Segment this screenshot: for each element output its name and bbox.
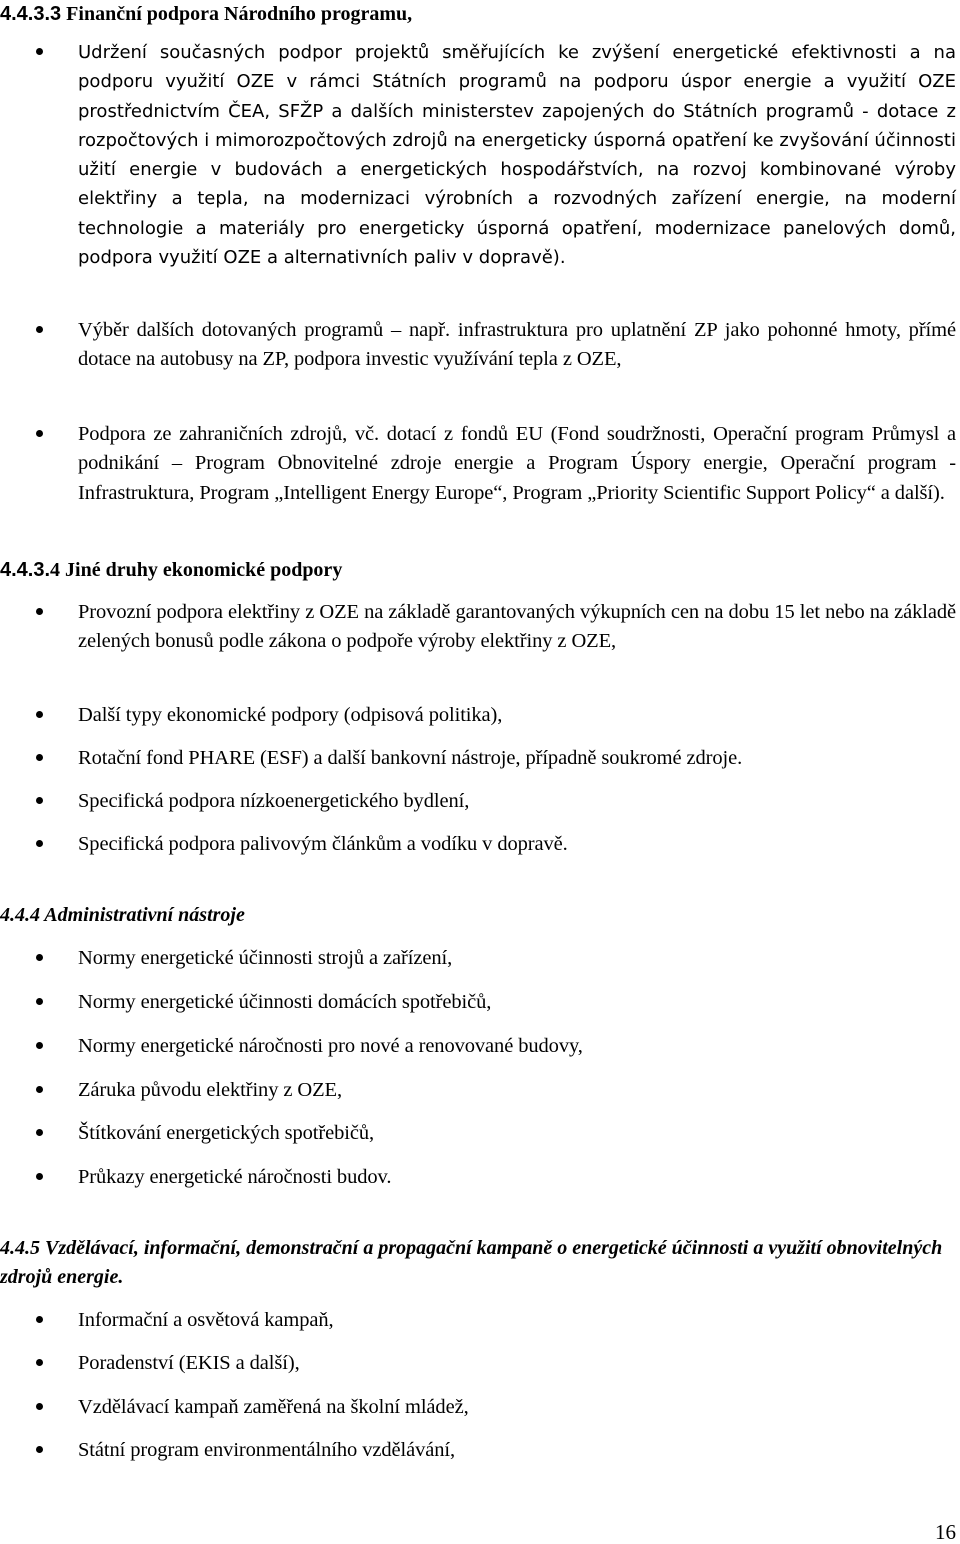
section-number: 4.4.3. <box>0 559 51 581</box>
section-number: 4.4.3.3 <box>0 3 62 25</box>
bullet-icon <box>36 430 43 437</box>
list-item <box>78 1393 956 1422</box>
list-item <box>78 1349 956 1378</box>
list-item <box>78 316 956 375</box>
list-item-text: Poradenství (EKIS a další), <box>78 1352 300 1374</box>
list-item-text: Provozní podpora elektřiny z OZE na základě garantovaných výkupních cen na dobu 15 let nebo na základě zelených bonusů podle zákona o podpoře výroby elektřiny z OZE, <box>78 601 956 653</box>
bullet-icon <box>36 1086 43 1093</box>
list-item-text: Udržení současných podpor projektů směřujících ke zvýšení energetické efektivnosti a na podporu využití OZE v rámci Státních programů na podporu úspor energie a využití OZE prostřednictvím ČEA, SFŽP a dalších ministerstev zapojených do Státních programů - dotace z rozpočtových i mimorozpočtových zdrojů na energeticky úsporná opatření ke zvyšování účinnosti užití energie v budovách a energetických hospodářstvích, na rozvoj kombinované výroby elektřiny a tepla, na modernizaci výrobních a rozvodných zařízení energie, na moderní technologie a materiály pro energeticky úsporná opatření, modernizace panelových domů, podpora využití OZE a alternativních paliv v dopravě). <box>78 42 956 269</box>
section-title: 5 Vzdělávací, informační, demonstrační a propagační kampaně o energetické účinnosti a využití obnovitelných zdrojů energie. <box>0 1237 943 1288</box>
list-item-text: Výběr dalších dotovaných programů – např. infrastruktura pro uplatnění ZP jako pohonné hmoty, přímé dotace na autobusy na ZP, podpora investic využívání tepla z OZE, <box>78 319 956 371</box>
section-heading-4-4-5 <box>0 1234 960 1292</box>
bullet-icon <box>36 608 43 615</box>
list-item <box>78 744 956 773</box>
list-item <box>78 598 956 657</box>
list-item-text: Záruka původu elektřiny z OZE, <box>78 1079 342 1101</box>
list-item <box>78 1306 956 1335</box>
page-number: 16 <box>935 1520 956 1544</box>
section-heading-4-4-3-3 <box>0 0 960 29</box>
list-item <box>78 701 956 730</box>
bullet-icon <box>36 954 43 961</box>
list-item <box>78 1436 956 1465</box>
section-number: 4.4. <box>0 1237 30 1259</box>
list-item <box>78 787 956 816</box>
section-title: 4 Jiné druhy ekonomické podpory <box>50 559 343 581</box>
bullet-icon <box>36 1446 43 1453</box>
bullet-icon <box>36 1316 43 1323</box>
bullet-icon <box>36 1042 43 1049</box>
list-item <box>78 944 956 973</box>
list-item-text: Rotační fond PHARE (ESF) a další bankovní nástroje, případně soukromé zdroje. <box>78 747 743 769</box>
list-item-text: Specifická podpora nízkoenergetického bydlení, <box>78 790 470 812</box>
list-item-text: Podpora ze zahraničních zdrojů, vč. dotací z fondů EU (Fond soudržnosti, Operační program Průmysl a podnikání – Program Obnovitelné zdroje energie a Program Úspory energie, Operační program - Infrastruktura, Program „Intelligent Energy Europe“, Program „Priority Scientific Support Policy“ a další). <box>78 423 956 504</box>
list-item-text: Státní program environmentálního vzdělávání, <box>78 1439 456 1461</box>
bullet-icon <box>36 326 43 333</box>
list-item-text: Normy energetické účinnosti domácích spotřebičů, <box>78 991 492 1013</box>
bullet-icon <box>36 797 43 804</box>
list-item <box>78 1032 956 1061</box>
list-item-text: Normy energetické účinnosti strojů a zařízení, <box>78 947 453 969</box>
list-item <box>78 1163 956 1192</box>
list-item <box>78 830 956 859</box>
section-heading-4-4-3-4 <box>0 556 960 585</box>
list-item-text: Průkazy energetické náročnosti budov. <box>78 1166 392 1188</box>
list-item <box>78 420 956 508</box>
list-item <box>78 988 956 1017</box>
bullet-icon <box>36 1173 43 1180</box>
bullet-icon <box>36 711 43 718</box>
list-item-text: Další typy ekonomické podpory (odpisová politika), <box>78 704 503 726</box>
bullet-icon <box>36 1403 43 1410</box>
bullet-icon <box>36 1359 43 1366</box>
section-title: Finanční podpora Národního programu, <box>61 3 413 25</box>
bullet-icon <box>36 998 43 1005</box>
section-number: 4.4. <box>0 904 30 926</box>
list-item-text: Štítkování energetických spotřebičů, <box>78 1122 375 1144</box>
bullet-icon <box>36 1129 43 1136</box>
list-item-text: Vzdělávací kampaň zaměřená na školní mládež, <box>78 1396 469 1418</box>
section-title: 4 Administrativní nástroje <box>30 904 245 926</box>
bullet-icon <box>36 48 43 55</box>
section-heading-4-4-4 <box>0 901 960 930</box>
bullet-icon <box>36 754 43 761</box>
list-item-text: Specifická podpora palivovým článkům a vodíku v dopravě. <box>78 833 568 855</box>
list-item <box>78 1076 956 1105</box>
bullet-icon <box>36 840 43 847</box>
list-item <box>78 1119 956 1148</box>
list-item-text: Normy energetické náročnosti pro nové a renovované budovy, <box>78 1035 583 1057</box>
list-item <box>78 38 956 272</box>
list-item-text: Informační a osvětová kampaň, <box>78 1309 334 1331</box>
